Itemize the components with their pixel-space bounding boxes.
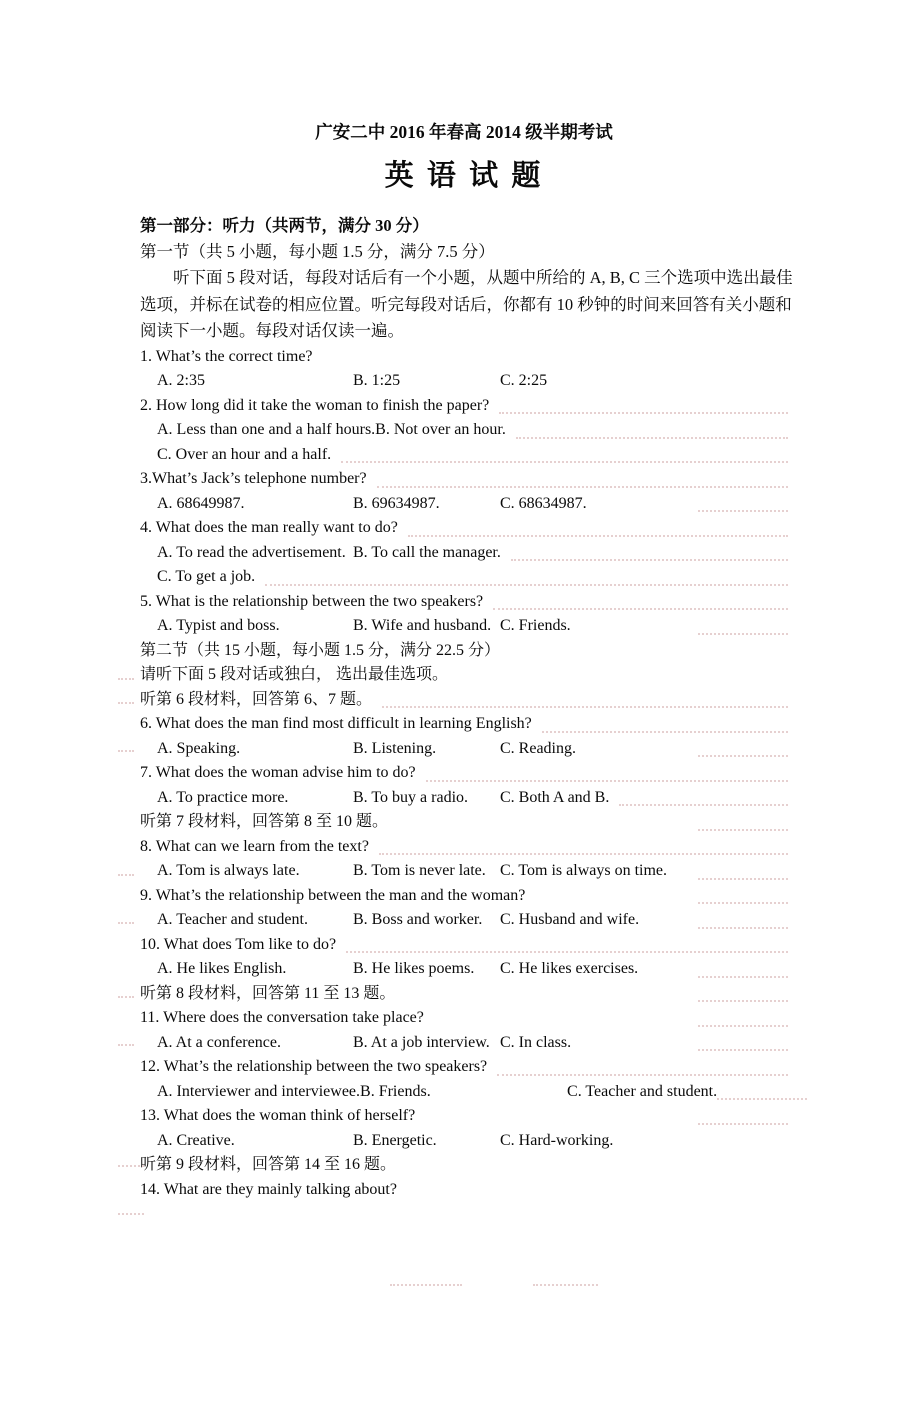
option-b: B. Wife and husband. bbox=[353, 617, 492, 634]
dotted-artifact bbox=[511, 559, 788, 561]
dotted-artifact bbox=[698, 902, 788, 904]
dotted-artifact bbox=[426, 780, 788, 782]
dotted-artifact bbox=[698, 755, 788, 757]
option-a: A. To read the advertisement. bbox=[157, 543, 346, 561]
dotted-artifact bbox=[698, 976, 788, 978]
option-a: A. Teacher and student. bbox=[157, 911, 308, 928]
option-c: C. Over an hour and a half. bbox=[157, 445, 332, 463]
dotted-artifact bbox=[619, 804, 788, 806]
option-a: A. 2:35 bbox=[157, 372, 205, 389]
option-a: A. Interviewer and interviewee. bbox=[157, 1082, 361, 1100]
question-text: 6. What does the man find most difficult in learning English? bbox=[140, 715, 532, 732]
material-cue-6: 听第 6 段材料，回答第 6、7 题。 bbox=[140, 688, 788, 713]
dotted-artifact bbox=[377, 486, 788, 488]
dotted-artifact bbox=[698, 1025, 788, 1027]
option-a: A. To practice more. bbox=[157, 788, 289, 806]
question-5-options bbox=[140, 614, 788, 639]
option-b: B. Boss and worker. bbox=[353, 911, 483, 928]
question-text: 2. How long did it take the woman to finish the paper? bbox=[140, 396, 490, 414]
option-b: B. 1:25 bbox=[353, 372, 401, 389]
question-text: 5. What is the relationship between the two speakers? bbox=[140, 592, 484, 610]
dotted-artifact bbox=[408, 535, 788, 537]
dotted-artifact bbox=[265, 584, 788, 586]
question-4 bbox=[140, 516, 788, 541]
instruction-line: 选项，并标在试卷的相应位置。听完每段对话后，你都有 10 秒钟的时间来回答有关小题和 bbox=[140, 294, 792, 314]
exam-title: 广安二中 2016 年春高 2014 级半期考试 bbox=[315, 122, 613, 142]
instruction-line: 阅读下一小题。每段对话仅读一遍。 bbox=[140, 321, 404, 340]
question-text: 11. Where does the conversation take place? bbox=[140, 1009, 424, 1026]
option-c: C. To get a job. bbox=[157, 568, 256, 585]
question-text: 14. What are they mainly talking about? bbox=[140, 1180, 397, 1198]
question-text: 3.What’s Jack’s telephone number? bbox=[140, 470, 367, 487]
option-c: C. Reading. bbox=[500, 739, 576, 757]
option-b: B. Listening. bbox=[353, 739, 437, 757]
option-b: B. Energetic. bbox=[353, 1131, 437, 1149]
dotted-artifact bbox=[542, 731, 788, 733]
question-2-option-c bbox=[140, 443, 788, 468]
dotted-artifact bbox=[118, 750, 134, 752]
dotted-artifact bbox=[118, 922, 134, 924]
dotted-artifact bbox=[717, 1098, 807, 1100]
option-a: A. Creative. bbox=[157, 1131, 235, 1149]
option-b: B. At a job interview. bbox=[353, 1033, 490, 1051]
question-text: 8. What can we learn from the text? bbox=[140, 837, 369, 855]
section2-heading: 第二节（共 15 小题，每小题 1.5 分，满分 22.5 分） bbox=[140, 641, 501, 659]
exam-document-page bbox=[0, 119, 920, 1421]
question-6 bbox=[140, 712, 788, 737]
material-cue-9: 听第 9 段材料，回答第 14 至 16 题。 bbox=[140, 1156, 397, 1173]
question-14 bbox=[140, 1178, 788, 1203]
option-c: C. Friends. bbox=[500, 617, 571, 634]
option-b: B. He likes poems. bbox=[353, 960, 475, 977]
dotted-artifact bbox=[118, 996, 134, 998]
material-cue-7: 听第 7 段材料，回答第 8 至 10 题。 bbox=[140, 810, 788, 835]
dotted-artifact bbox=[493, 608, 788, 610]
question-text: 4. What does the man really want to do? bbox=[140, 519, 398, 536]
dotted-artifact bbox=[390, 1284, 462, 1286]
dotted-artifact bbox=[533, 1284, 598, 1286]
option-c: C. Tom is always on time. bbox=[500, 862, 668, 879]
question-7-options bbox=[140, 786, 788, 811]
option-a: A. Tom is always late. bbox=[157, 862, 300, 879]
question-12-options bbox=[140, 1080, 788, 1105]
dotted-artifact bbox=[698, 510, 788, 512]
instruction-line: 听下面 5 段对话，每段对话后有一个小题，从题中所给的 A, B, C 三个选项中选出最佳 bbox=[173, 268, 793, 287]
question-text: 7. What does the woman advise him to do? bbox=[140, 764, 416, 781]
option-b: B. Tom is never late. bbox=[353, 862, 486, 879]
dotted-artifact bbox=[497, 1074, 788, 1076]
dotted-artifact bbox=[382, 706, 788, 708]
question-3-options bbox=[140, 492, 788, 517]
question-text: 1. What’s the correct time? bbox=[140, 347, 313, 365]
question-13-options bbox=[140, 1129, 788, 1154]
option-a: A. 68649987. bbox=[157, 494, 245, 512]
option-b: B. Friends. bbox=[360, 1082, 431, 1100]
question-10 bbox=[140, 933, 788, 958]
dotted-artifact bbox=[346, 951, 788, 953]
option-c: C. Both A and B. bbox=[500, 788, 610, 806]
dotted-artifact bbox=[118, 678, 134, 680]
question-4-options-ab bbox=[140, 541, 788, 566]
option-c: C. Hard-working. bbox=[500, 1131, 614, 1149]
question-11 bbox=[140, 1006, 788, 1031]
option-b: B. To call the manager. bbox=[353, 543, 501, 561]
part1-heading: 第一部分：听力（共两节，满分 30 分） bbox=[140, 216, 429, 235]
dotted-artifact bbox=[698, 1000, 788, 1002]
question-11-options bbox=[140, 1031, 788, 1056]
dotted-artifact bbox=[698, 927, 788, 929]
question-6-options bbox=[140, 737, 788, 762]
option-b: B. To buy a radio. bbox=[353, 788, 469, 806]
subject-title: 英 语 试 题 bbox=[384, 160, 544, 192]
option-c: C. In class. bbox=[500, 1033, 572, 1051]
dotted-artifact bbox=[379, 853, 788, 855]
question-text: 10. What does Tom like to do? bbox=[140, 935, 337, 953]
dotted-artifact bbox=[118, 1044, 134, 1046]
material-cue-8: 听第 8 段材料，回答第 11 至 13 题。 bbox=[140, 982, 788, 1007]
dotted-artifact bbox=[698, 1049, 788, 1051]
question-8-options bbox=[140, 859, 788, 884]
question-12 bbox=[140, 1055, 788, 1080]
question-8 bbox=[140, 835, 788, 860]
question-2 bbox=[140, 394, 788, 419]
dotted-artifact bbox=[698, 878, 788, 880]
question-2-options-ab bbox=[140, 418, 788, 443]
dotted-artifact bbox=[516, 437, 788, 439]
dotted-artifact bbox=[118, 702, 134, 704]
option-a: A. Speaking. bbox=[157, 739, 241, 757]
dotted-artifact bbox=[118, 1165, 144, 1167]
question-4-option-c bbox=[140, 565, 788, 590]
option-c: C. 68634987. bbox=[500, 494, 587, 512]
question-5 bbox=[140, 590, 788, 615]
option-b: B. Not over an hour. bbox=[375, 421, 506, 438]
question-9-options bbox=[140, 908, 788, 933]
dotted-artifact bbox=[698, 633, 788, 635]
dotted-artifact bbox=[341, 461, 788, 463]
question-1 bbox=[140, 345, 788, 370]
dotted-artifact bbox=[499, 412, 788, 414]
dotted-artifact bbox=[698, 829, 788, 831]
dotted-artifact bbox=[118, 874, 134, 876]
question-10-options bbox=[140, 957, 788, 982]
option-a: A. Typist and boss. bbox=[157, 617, 280, 634]
dotted-artifact bbox=[118, 1213, 144, 1215]
dotted-artifact bbox=[698, 1123, 788, 1125]
option-c: C. Husband and wife. bbox=[500, 911, 640, 928]
option-c: C. Teacher and student. bbox=[567, 1082, 718, 1100]
option-a: A. Less than one and a half hours. bbox=[157, 421, 376, 438]
question-1-options bbox=[140, 369, 788, 394]
option-c: C. He likes exercises. bbox=[500, 960, 639, 977]
question-text: 12. What’s the relationship between the two speakers? bbox=[140, 1058, 488, 1075]
option-b: B. 69634987. bbox=[353, 494, 440, 512]
section1-heading: 第一节（共 5 小题，每小题 1.5 分，满分 7.5 分） bbox=[140, 242, 495, 261]
question-7 bbox=[140, 761, 788, 786]
question-9 bbox=[140, 884, 788, 909]
question-3 bbox=[140, 467, 788, 492]
question-13 bbox=[140, 1104, 788, 1129]
option-c: C. 2:25 bbox=[500, 372, 548, 389]
question-text: 13. What does the woman think of herself? bbox=[140, 1107, 416, 1124]
question-text: 9. What’s the relationship between the man and the woman? bbox=[140, 886, 526, 904]
option-a: A. He likes English. bbox=[157, 960, 287, 977]
exam-content bbox=[0, 119, 920, 1202]
section2-instruction: 请听下面 5 段对话或独白， 选出最佳选项。 bbox=[140, 666, 449, 683]
option-a: A. At a conference. bbox=[157, 1033, 281, 1051]
